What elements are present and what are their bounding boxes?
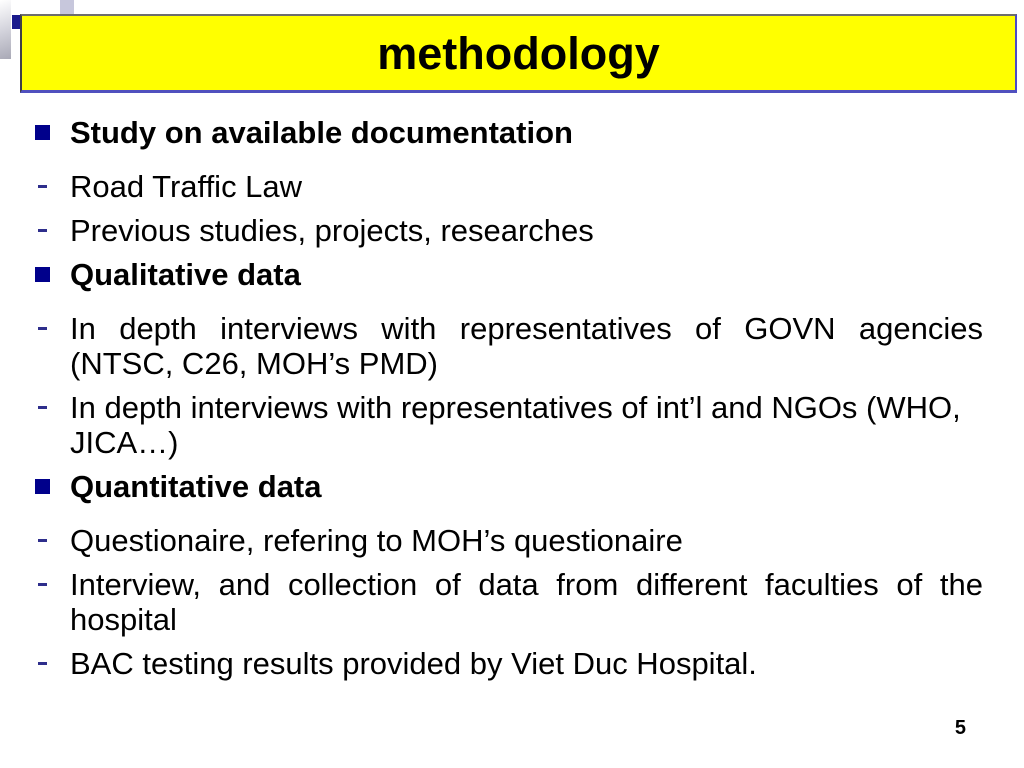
slide-title: methodology <box>377 27 660 79</box>
slide-body <box>35 115 983 681</box>
bullet-text: Previous studies, projects, researches <box>70 213 594 248</box>
dash-bullet-icon <box>38 185 47 188</box>
left-gradient-bar <box>0 0 11 59</box>
bullet-text: Study on available documentation <box>70 115 573 150</box>
bullet-item-interview-collection <box>35 567 983 637</box>
bullet-item-quantitative-data <box>35 469 983 504</box>
page-number: 5 <box>954 717 966 739</box>
dash-bullet-icon <box>38 327 47 330</box>
dash-bullet-icon <box>38 662 47 665</box>
bullet-item-road-traffic-law <box>35 169 983 204</box>
bullet-text: In depth interviews with representatives of int’l and NGOs (WHO, JICA…) <box>70 390 961 460</box>
bullet-text: In depth interviews with representatives of GOVN agencies (NTSC, C26, MOH’s PMD) <box>70 311 983 381</box>
bullet-item-intl-ngo-interviews <box>35 390 983 460</box>
bullet-text: BAC testing results provided by Viet Duc Hospital. <box>70 646 757 681</box>
slide-title-bar <box>20 14 1017 93</box>
bullet-item-govn-interviews <box>35 311 983 381</box>
dash-bullet-icon <box>38 539 47 542</box>
bullet-item-bac-testing <box>35 646 983 681</box>
bullet-text: Quantitative data <box>70 469 322 504</box>
square-bullet-icon <box>35 125 50 140</box>
bullet-text: Qualitative data <box>70 257 301 292</box>
bullet-item-qualitative-data <box>35 257 983 292</box>
bullet-item-questionaire <box>35 523 983 558</box>
bullet-text: Questionaire, refering to MOH’s questionaire <box>70 523 683 558</box>
bullet-text: Interview, and collection of data from different faculties of the hospital <box>70 567 983 637</box>
square-bullet-icon <box>35 267 50 282</box>
bullet-text: Road Traffic Law <box>70 169 303 204</box>
dash-bullet-icon <box>38 406 47 409</box>
square-bullet-icon <box>35 479 50 494</box>
bullet-item-study-documentation <box>35 115 983 150</box>
dash-bullet-icon <box>38 583 47 586</box>
bullet-item-previous-studies <box>35 213 983 248</box>
dash-bullet-icon <box>38 229 47 232</box>
